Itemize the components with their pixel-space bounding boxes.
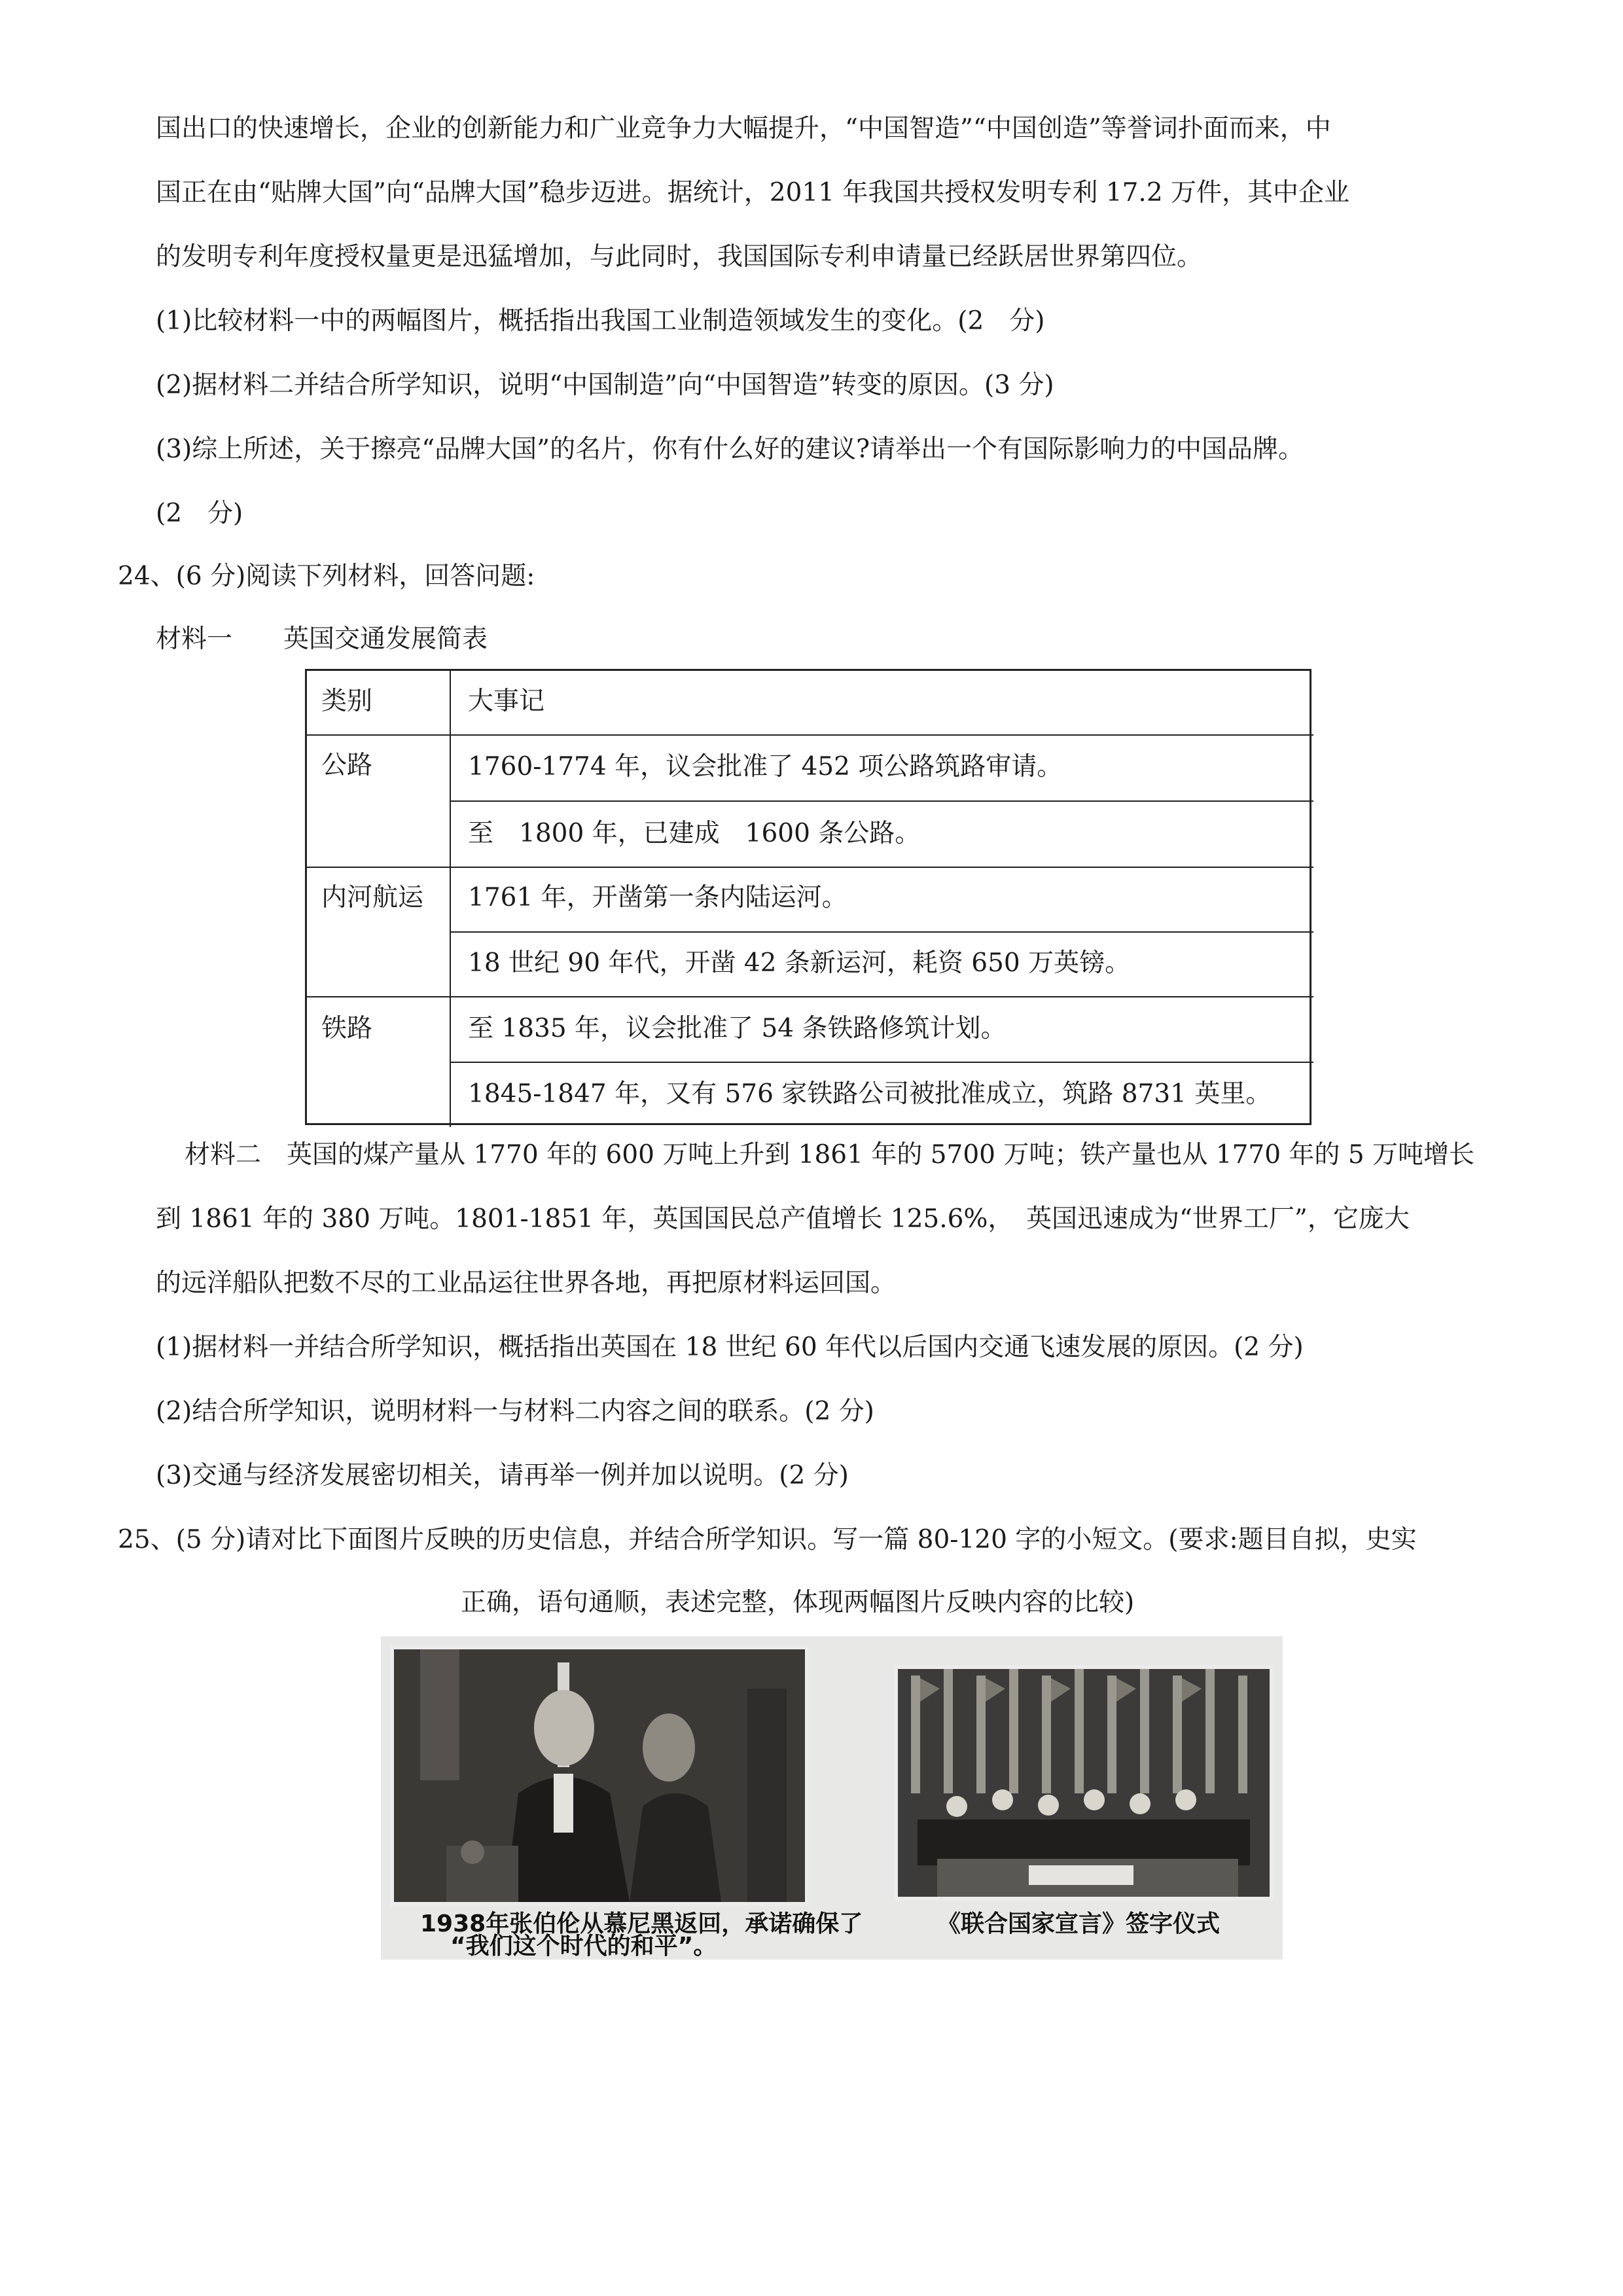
- question-23-2: (2)据材料二并结合所学知识，说明“中国制造”向“中国智造”转变的原因。(3 分): [156, 370, 1054, 400]
- table-event: 1760-1774 年，议会批准了 452 项公路筑路审请。: [468, 752, 1063, 781]
- question-24-2: (2)结合所学知识，说明材料一与材料二内容之间的联系。(2 分): [156, 1397, 874, 1426]
- question-23-3-score: (2 分): [156, 499, 243, 528]
- transport-table: [305, 669, 1311, 1125]
- chamberlain-caption: 1938年张伯伦从慕尼黑返回，承诺确保了: [420, 1910, 863, 1937]
- material-2-line: 材料二 英国的煤产量从 1770 年的 600 万吨上升到 1861 年的 5700 万吨；铁产量也从 1770 年的 5 万吨增长: [185, 1140, 1475, 1170]
- question-24-3: (3)交通与经济发展密切相关，请再举一例并加以说明。(2 分): [156, 1461, 849, 1490]
- table-header-events: 大事记: [468, 687, 545, 716]
- chamberlain-photo: [390, 1645, 809, 1906]
- table-event: 1845-1847 年，又有 576 家铁路公司被批准成立，筑路 8731 英里。: [468, 1079, 1272, 1109]
- un-declaration-photo: [894, 1665, 1274, 1901]
- chamberlain-caption: “我们这个时代的和平”。: [450, 1933, 717, 1960]
- table-category: 内河航运: [321, 883, 424, 912]
- question-24-heading: 24、(6 分)阅读下列材料，回答问题:: [118, 562, 535, 591]
- paragraph-line: 的发明专利年度授权量更是迅猛增加，与此同时，我国国际专利申请量已经跃居世界第四位。: [156, 242, 1203, 272]
- material-1-title: 材料一 英国交通发展简表: [156, 624, 488, 654]
- question-25-line: 25、(5 分)请对比下面图片反映的历史信息，并结合所学知识。写一篇 80-120 字的小短文。(要求:题目自拟，史实: [118, 1525, 1417, 1554]
- question-23-1: (1)比较材料一中的两幅图片，概括指出我国工业制造领域发生的变化。(2 分): [156, 306, 1045, 336]
- material-2-line: 到 1861 年的 380 万吨。1801-1851 年，英国国民总产值增长 125.6%， 英国迅速成为“世界工厂”，它庞大: [156, 1204, 1410, 1234]
- table-event: 1761 年，开凿第一条内陆运河。: [468, 883, 847, 912]
- table-event: 至 1800 年，已建成 1600 条公路。: [468, 819, 921, 848]
- table-header-category: 类别: [321, 687, 373, 716]
- photo-strip: [381, 1636, 1283, 1960]
- un-declaration-caption: 《联合国家宣言》签字仪式: [937, 1910, 1221, 1937]
- table-event: 18 世纪 90 年代，开凿 42 条新运河，耗资 650 万英镑。: [468, 948, 1131, 978]
- table-category: 铁路: [321, 1014, 373, 1043]
- table-category: 公路: [321, 751, 373, 780]
- question-25-line: 正确，语句通顺，表述完整，体现两幅图片反映内容的比较): [461, 1588, 1135, 1617]
- paragraph-line: 国出口的快速增长，企业的创新能力和广业竞争力大幅提升，“中国智造”“中国创造”等誉词扑面而来，中: [156, 114, 1331, 143]
- table-event: 至 1835 年，议会批准了 54 条铁路修筑计划。: [468, 1014, 1007, 1043]
- question-24-1: (1)据材料一并结合所学知识，概括指出英国在 18 世纪 60 年代以后国内交通飞速发展的原因。(2 分): [156, 1333, 1304, 1362]
- paragraph-line: 国正在由“贴牌大国”向“品牌大国”稳步迈进。据统计，2011 年我国共授权发明专利 17.2 万件，其中企业: [156, 178, 1350, 207]
- material-2-line: 的远洋船队把数不尽的工业品运往世界各地，再把原材料运回国。: [156, 1268, 897, 1298]
- question-23-3: (3)综上所述，关于擦亮“品牌大国”的名片，你有什么好的建议?请举出一个有国际影响力的中国品牌。: [156, 435, 1304, 464]
